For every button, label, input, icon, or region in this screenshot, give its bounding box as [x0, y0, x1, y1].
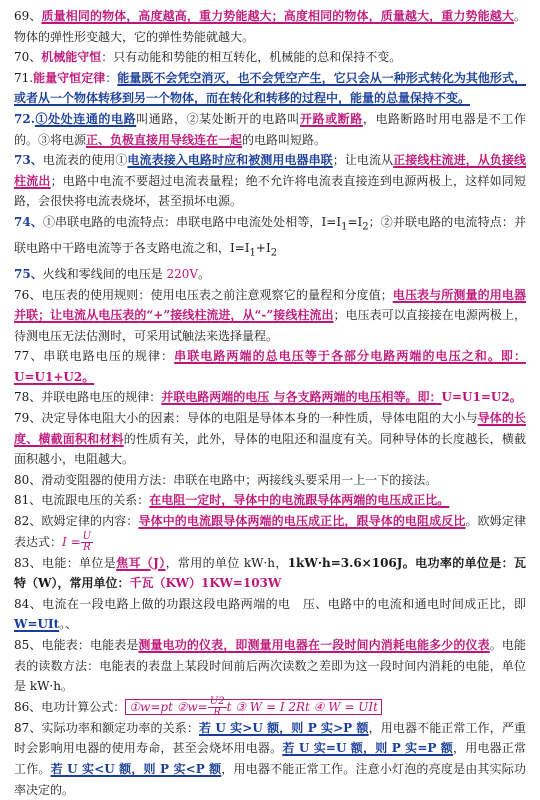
body-text: ①串联电路的电流特点：串联电路中电流处处相等，I=I: [42, 214, 342, 229]
body-text: 。: [198, 266, 211, 281]
denominator: R: [213, 706, 221, 718]
item-84: [14, 594, 526, 635]
body-text: ；电压表可以直接接在电源两极上，待测电压无法估测时，可采用试触法来选择量程。: [14, 308, 526, 343]
body-text: ；电路中电流不要超过电流表量程；绝不允许将电流表直接连到电源两极上，这样如同短路，会很快将电流表烧坏，甚至损坏电源。: [14, 173, 526, 209]
body-text: 并联电路电压的规律：: [41, 390, 162, 405]
body-text: 火线和零线间的电压是: [42, 266, 167, 281]
highlight-text: 并联电路两端的电压 与各支路两端的电压相等。即：: [161, 390, 442, 405]
item-71: [14, 68, 526, 109]
item-number: 81、: [14, 493, 42, 508]
item-number: 74、: [14, 214, 43, 229]
highlight-text: 千瓦（KW）1KW=103W: [129, 576, 282, 591]
item-number: 80、: [14, 472, 42, 487]
item-number: 72.: [14, 111, 35, 126]
formula-text: t ③ W = I 2Rt ④ W = UIt: [226, 699, 378, 714]
item-number: 79、: [14, 411, 42, 426]
item-number: 69、: [14, 9, 42, 23]
body-text: +I: [255, 240, 271, 255]
body-text: 。物体的弹性形变越大，它的弹性势能就越大。: [14, 9, 526, 44]
highlight-text: 开路或断路: [299, 111, 363, 126]
highlight-text: 串联电路两端的总电压等于各部分电路两端的电压之和。即：U=U1+U2。: [14, 349, 526, 384]
item-86: [14, 697, 526, 718]
item-77: [14, 346, 526, 387]
denominator: R: [83, 541, 91, 553]
item-78: [14, 387, 526, 408]
body-text: 。欧姆定律表达式：: [14, 514, 526, 549]
item-number: 73、: [14, 153, 43, 168]
highlight-text: 能量既不会凭空消灭，也不会凭空产生，它只会从一种形式转化为其他形式，或者从一个物体转移到另一个物体，而在转化和转移的过程中，能量的总量保持不变。: [14, 70, 526, 106]
body-text: ，用电器不能正常工作。注意小灯泡的亮度是由其实际功率决定的。: [14, 761, 526, 797]
item-number: 76、: [14, 287, 42, 302]
item-81: [14, 490, 526, 511]
body-text: 滑动变阻器的使用方法：串联在电路中；两接线头要采用一上一下的接法。: [41, 472, 438, 487]
body-text: 电流表的使用①: [42, 153, 128, 168]
highlight-text: ①处处连通的电路: [34, 111, 137, 126]
body-text: 电压表的使用规则：使用电压表之前注意观察它的量程和分度值；: [41, 287, 393, 302]
item-number: 83、: [14, 555, 42, 570]
body-text: ；让电流从: [332, 153, 394, 168]
voltage-value: 220V: [166, 266, 199, 281]
term-label: 机械能守恒: [41, 50, 102, 65]
body-text: 电能：单位是: [41, 555, 117, 570]
item-number: 84、: [14, 596, 43, 611]
highlight-text: 焦耳（J）: [116, 555, 166, 570]
body-text: =I: [347, 214, 363, 229]
body-text: 实际功率和额定功率的关系：: [41, 720, 199, 735]
item-75: [14, 264, 526, 285]
highlight-text: 正接线柱流进，从负接线柱流出: [14, 153, 526, 188]
body-text: 决定导体电阻大小的因素：导体的电阻是导体本身的一种性质，导体电阻的大小与: [41, 411, 478, 426]
subscript: 1: [249, 247, 256, 259]
formula-box: [125, 695, 382, 718]
body-text: ：只有动能和势能的相互转化，机械能的总和保持不变。: [101, 50, 402, 65]
highlight-text: 电压表与所测量的用电器并联；让电流从电压表的“+”接线柱流进，从“-”接线柱流出: [14, 287, 526, 323]
body-text: 叫通路，②某处断开的电路叫: [136, 111, 300, 126]
highlight-text: U=U1=U2。: [441, 390, 522, 405]
item-83: [14, 553, 526, 594]
ohm-fraction: [81, 532, 93, 553]
item-number: 71.: [14, 70, 34, 85]
numerator: U2: [209, 695, 225, 707]
body-text: 电流在一段电路上做的功跟这段电路两端的电 压、电路中的电流和通电时间成正比，即: [42, 596, 526, 611]
body-text: 。电能表的读数方法：电能表的表盘上某段时间前后两次读数之差即为这一段时间内消耗的电能，单位是 kW·h。: [14, 638, 526, 694]
highlight-text: 导体中的电流跟导体两端的电压成正比，跟导体的电阻成反比: [138, 514, 466, 529]
body-text: ，用电器不能正常工作，严重时会影响用电器的使用寿命，甚至会烧坏用电器。: [14, 720, 526, 756]
highlight-text: 若 U 实=U 额，则 P 实=P 额: [282, 741, 454, 756]
item-70: [14, 47, 526, 68]
bold-text: 1kW·h=3.6×106J。电功率的单位是：瓦特（W），常用单位：: [14, 555, 526, 591]
highlight-text: 在电阻一定时，导体中的电流跟导体两端的电压成正比。: [149, 493, 450, 508]
item-number: 77、: [14, 349, 44, 364]
item-79: [14, 408, 526, 470]
item-85: [14, 635, 526, 697]
body-text: 的性质有关，此外，导体的电阻还和温度有关。同种导体的长度越长，横截面积越小，电阻越大。: [14, 431, 526, 467]
subscript: 1: [341, 221, 348, 233]
item-73: [14, 150, 526, 212]
body-text: ，电路断路时用电器是不工作的。③将电源: [14, 111, 526, 147]
body-text: ，常用的单位 kW·h，: [165, 555, 288, 570]
body-text: 。、: [59, 617, 78, 632]
item-82: [14, 511, 526, 553]
body-text: 电功计算公式：: [41, 699, 126, 714]
term-label: 能量守恒定律: [33, 70, 106, 85]
item-number: 75、: [14, 266, 43, 281]
body-text: ；②并联电路的电流特点：并联电路中干路电流等于各支路电流之和，I=I: [14, 214, 526, 255]
item-87: [14, 718, 526, 800]
item-69: [14, 6, 526, 47]
numerator: U: [82, 530, 92, 542]
item-number: 85、: [14, 638, 42, 652]
item-number: 86、: [14, 699, 42, 714]
item-80: [14, 470, 526, 491]
highlight-text: 若 U 实<U 额，则 P 实<P 额: [50, 761, 222, 776]
body-text: 欧姆定律的内容：: [41, 514, 139, 529]
item-number: 87、: [14, 720, 42, 735]
formula-lhs: I =: [62, 534, 81, 549]
highlight-text: 电流表接入电路时应和被测用电器串联: [127, 153, 333, 168]
body-text: 电能表：电能表是: [41, 638, 139, 652]
body-text: 的电路叫短路。: [242, 132, 327, 147]
item-number: 78、: [14, 390, 42, 405]
subscript: 2: [270, 247, 278, 259]
item-76: [14, 285, 526, 347]
body-text: 串联电路电压的规律：: [43, 349, 175, 364]
highlight-text: 正、负极直接用导线连在一起: [86, 132, 243, 147]
highlight-text: 若 U 实>U 额，则 P 实>P 额: [198, 720, 369, 735]
body-text: ：: [105, 70, 118, 85]
highlight-text: W=UIt: [14, 617, 60, 632]
item-74: [14, 212, 526, 264]
item-number: 82、: [14, 514, 42, 529]
highlight-text: 质量相同的物体，高度越高，重力势能越大；高度相同的物体，质量越大，重力势能越大: [41, 9, 514, 23]
body-text: 电流跟电压的关系：: [41, 493, 150, 508]
highlight-text: 导体的长度、横截面积和材料: [14, 411, 526, 446]
formula-text: ①w=pt ②w=: [129, 699, 208, 714]
power-fraction: [208, 697, 227, 718]
item-72: [14, 109, 526, 150]
highlight-text: 测量电功的仪表，即测量用电器在一段时间内消耗电能多少的仪表: [138, 638, 490, 652]
subscript: 2: [362, 221, 369, 233]
item-number: 70、: [14, 50, 42, 65]
body-text: ，用电器正常工作。: [14, 741, 526, 776]
